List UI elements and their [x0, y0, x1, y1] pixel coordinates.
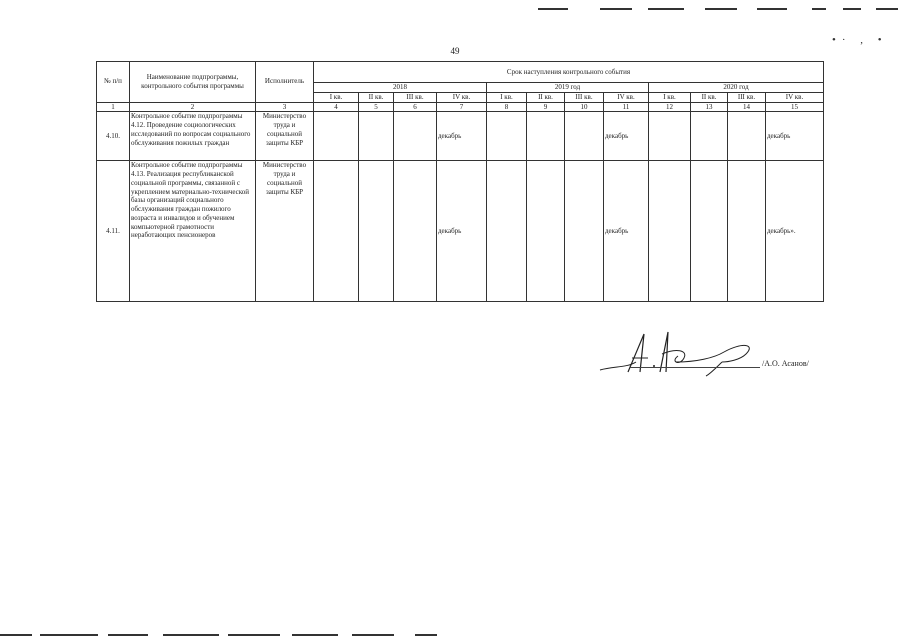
header-quarter: I кв.: [649, 92, 691, 102]
column-number: 8: [487, 102, 527, 112]
quarter-cell: [314, 112, 359, 161]
header-executor: Исполнитель: [256, 62, 314, 103]
quarter-cell: [691, 112, 728, 161]
quarter-cell: [487, 161, 527, 302]
quarter-cell: [649, 161, 691, 302]
scan-edge-mark: [705, 8, 737, 10]
quarter-cell: [394, 112, 437, 161]
signer-name: /А.О. Асанов/: [762, 359, 809, 368]
column-number: 5: [359, 102, 394, 112]
quarter-cell: декабрь: [437, 161, 487, 302]
header-quarter: IV кв.: [766, 92, 824, 102]
page-number: 49: [450, 46, 460, 56]
row-executor: Министерство труда и социальной защиты КБР: [256, 161, 314, 302]
row-event-name: Контрольное событие подпрограммы 4.13. Реализация республиканской социальной программы, связанной с укреплением материально-технической базы организаций социального обслуживания граждан пожилого возраста и инвалидов и обучением компьютерной грамотности неработающих пенсионеров: [130, 161, 256, 302]
header-year: 2020 год: [649, 83, 824, 93]
scan-edge-mark: [843, 8, 861, 10]
quarter-cell: [487, 112, 527, 161]
header-quarter: IV кв.: [604, 92, 649, 102]
column-number: 13: [691, 102, 728, 112]
row-event-name: Контрольное событие подпрограммы 4.12. Проведение социологических исследований по вопросам социального обслуживания пожилых граждан: [130, 112, 256, 161]
quarter-cell: [359, 161, 394, 302]
column-number: 7: [437, 102, 487, 112]
scan-edge-mark: [163, 634, 219, 636]
column-number: 9: [527, 102, 565, 112]
column-number-row: [97, 102, 824, 112]
table-row: [97, 161, 824, 302]
handwritten-signature: [596, 328, 766, 378]
column-number: 1: [97, 102, 130, 112]
quarter-cell: [527, 112, 565, 161]
column-number: 10: [565, 102, 604, 112]
quarter-cell: [691, 161, 728, 302]
quarter-cell: [565, 161, 604, 302]
quarter-cell: [394, 161, 437, 302]
scan-edge-mark: [292, 634, 338, 636]
header-quarter: III кв.: [565, 92, 604, 102]
header-quarter: I кв.: [314, 92, 359, 102]
header-quarter: I кв.: [487, 92, 527, 102]
header-quarter: II кв.: [691, 92, 728, 102]
scan-edge-mark: [108, 634, 148, 636]
quarter-cell: декабрь: [437, 112, 487, 161]
header-quarter: II кв.: [359, 92, 394, 102]
scan-edge-mark: [415, 634, 437, 636]
header-quarter: II кв.: [527, 92, 565, 102]
column-number: 15: [766, 102, 824, 112]
column-number: 2: [130, 102, 256, 112]
quarter-cell: декабрь: [604, 112, 649, 161]
quarter-cell: декабрь: [766, 112, 824, 161]
scan-edge-mark: [757, 8, 787, 10]
scan-edge-mark: [812, 8, 826, 10]
control-events-table: [96, 61, 824, 302]
header-num: № п/п: [97, 62, 130, 103]
scan-edge-mark: [600, 8, 632, 10]
quarter-cell: [359, 112, 394, 161]
header-row-top: [97, 62, 824, 83]
quarter-cell: [649, 112, 691, 161]
row-number: 4.11.: [97, 161, 130, 302]
column-number: 12: [649, 102, 691, 112]
scan-edge-mark: [0, 634, 32, 636]
table-row: [97, 112, 824, 161]
quarter-cell: [314, 161, 359, 302]
quarter-cell: декабрь».: [766, 161, 824, 302]
header-year: 2018: [314, 83, 487, 93]
quarter-cell: декабрь: [604, 161, 649, 302]
column-number: 3: [256, 102, 314, 112]
quarter-cell: [565, 112, 604, 161]
column-number: 6: [394, 102, 437, 112]
signature-line: [630, 367, 760, 368]
scan-edge-mark: [648, 8, 684, 10]
column-number: 14: [728, 102, 766, 112]
scan-edge-mark: [228, 634, 280, 636]
header-quarter: IV кв.: [437, 92, 487, 102]
header-year: 2019 год: [487, 83, 649, 93]
quarter-cell: [728, 112, 766, 161]
scan-edge-mark: [876, 8, 898, 10]
row-executor: Министерство труда и социальной защиты КБР: [256, 112, 314, 161]
quarter-cell: [728, 161, 766, 302]
column-number: 11: [604, 102, 649, 112]
scan-edge-mark: [352, 634, 394, 636]
scan-edge-mark: [40, 634, 98, 636]
header-name: Наименование подпрограммы, контрольного события программы: [130, 62, 256, 103]
scan-edge-mark: [538, 8, 568, 10]
quarter-cell: [527, 161, 565, 302]
header-quarter: III кв.: [394, 92, 437, 102]
row-number: 4.10.: [97, 112, 130, 161]
corner-mark: •· , •: [832, 34, 888, 46]
header-deadline: Срок наступления контрольного события: [314, 62, 824, 83]
header-quarter: III кв.: [728, 92, 766, 102]
column-number: 4: [314, 102, 359, 112]
